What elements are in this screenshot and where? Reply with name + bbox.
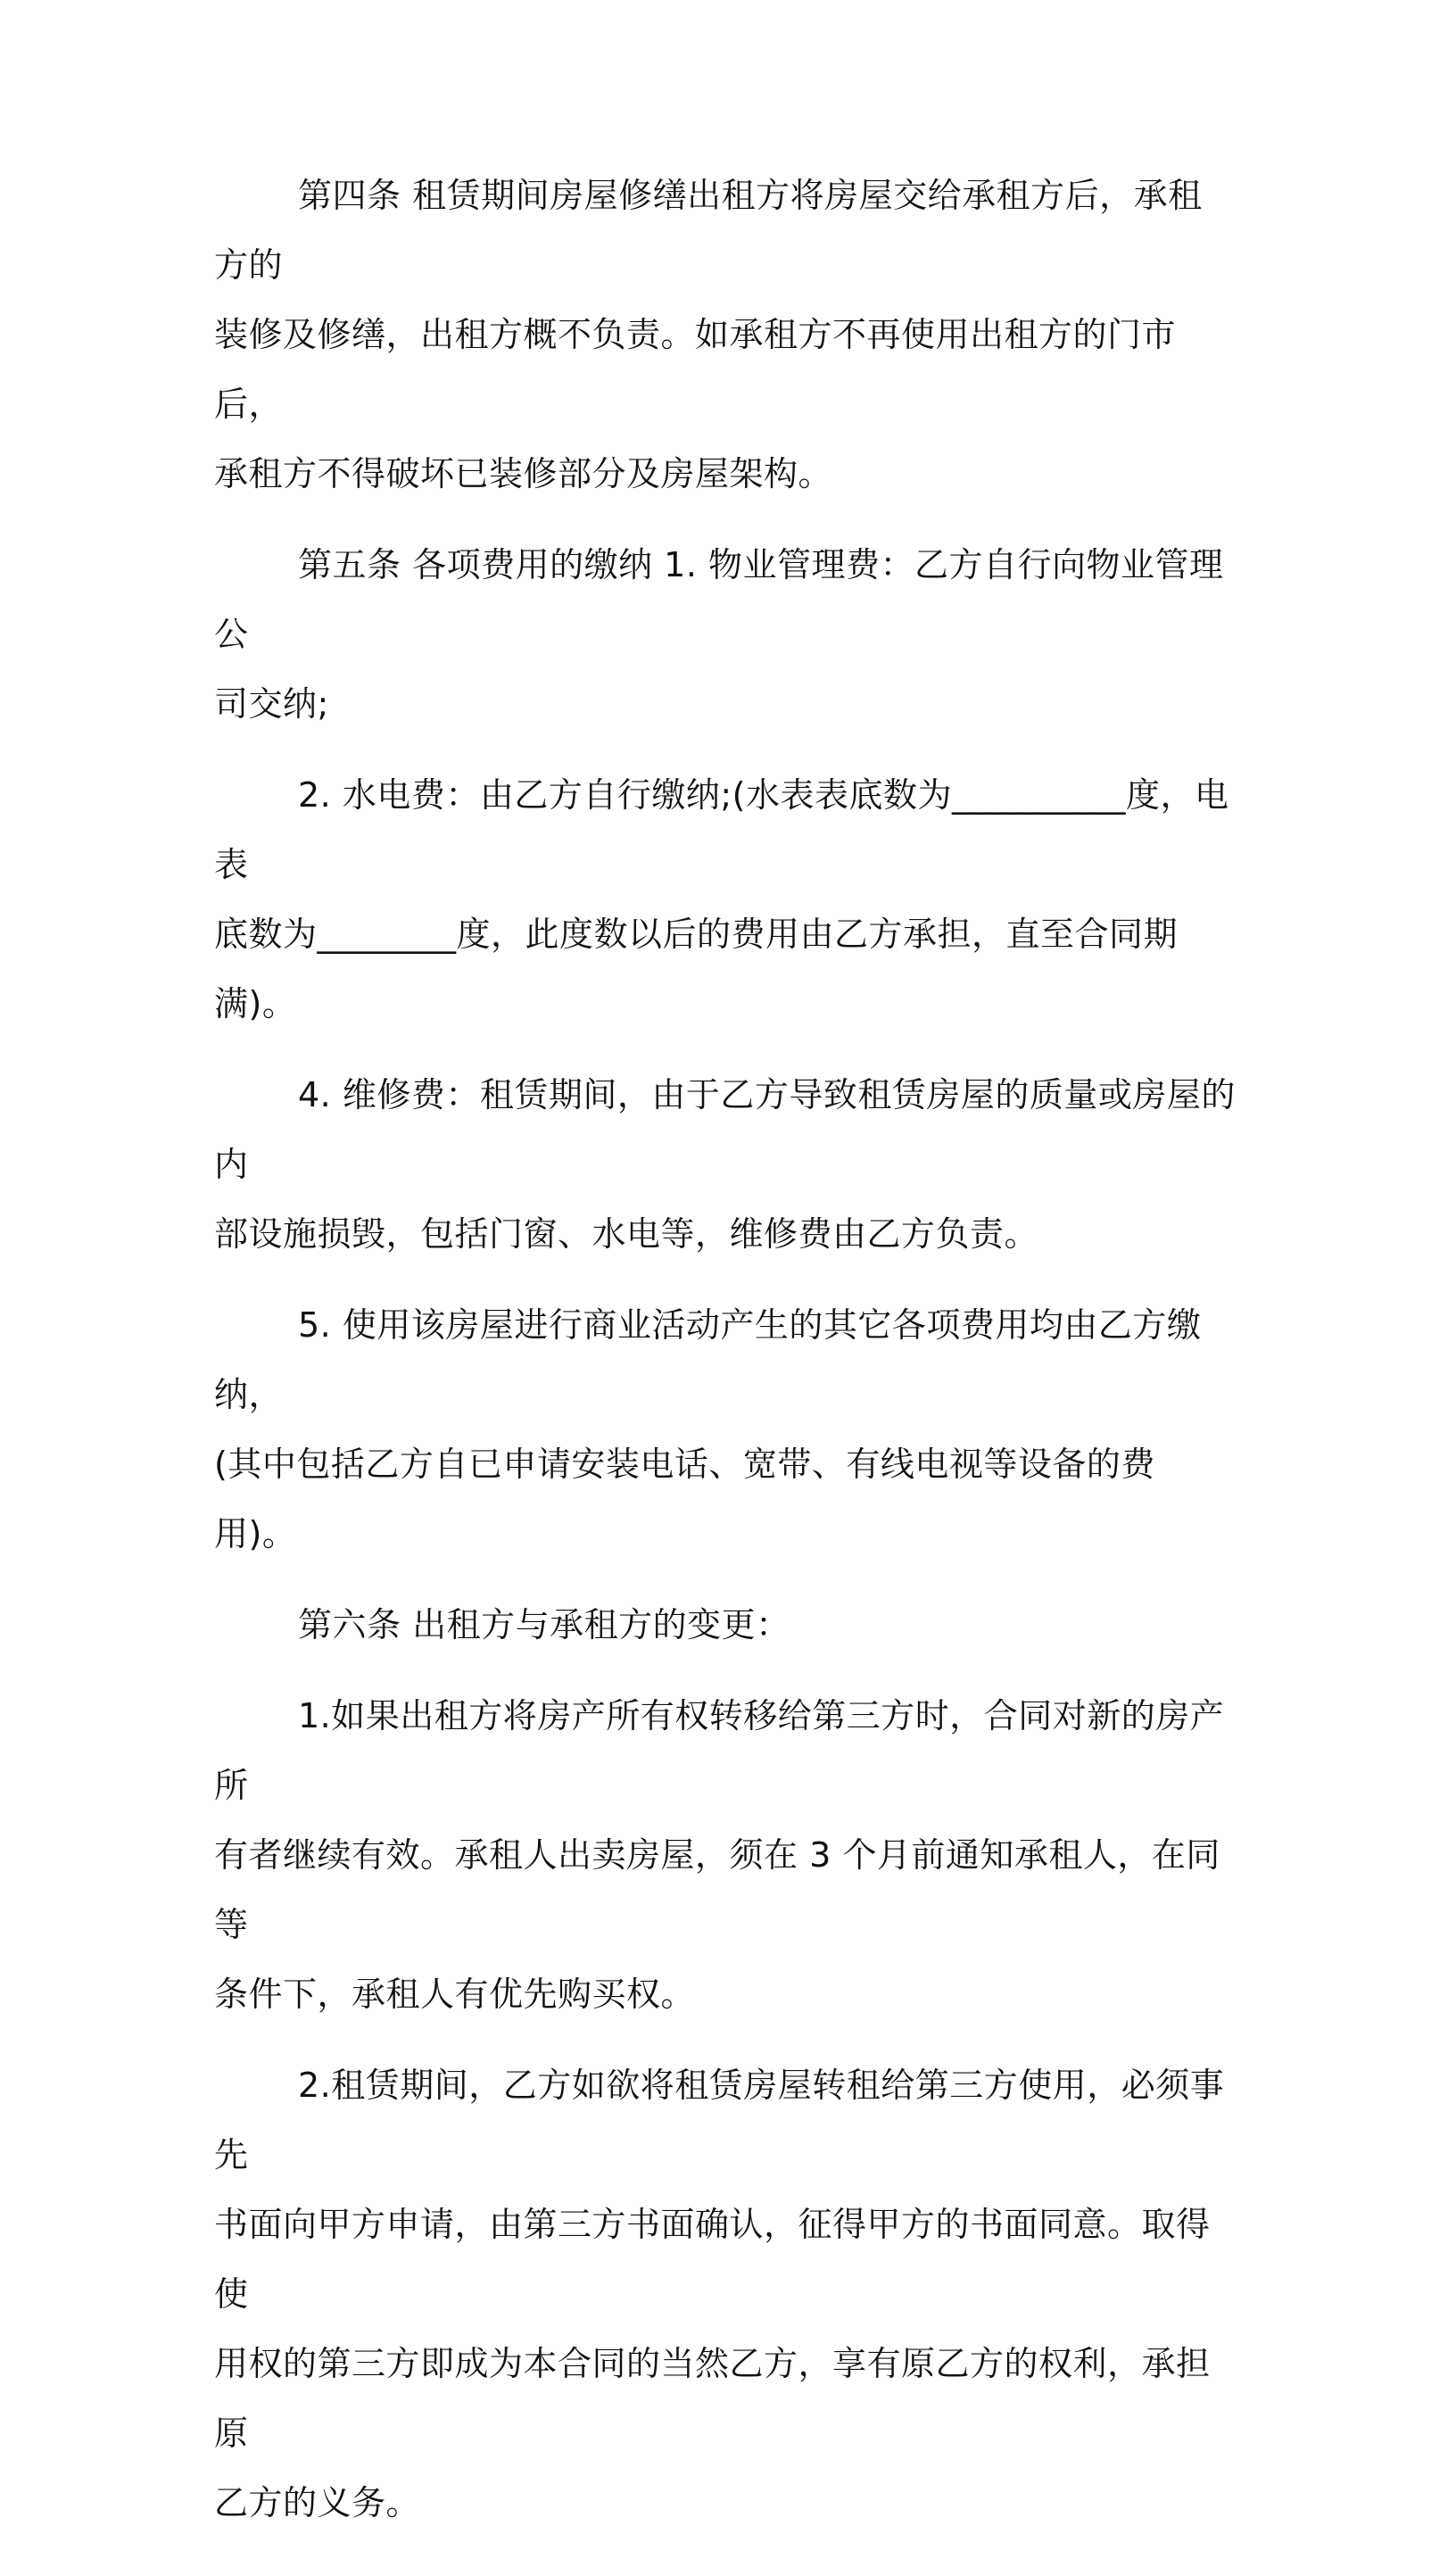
text-line: 书面向甲方申请，由第三方书面确认，征得甲方的书面同意。取得使	[214, 2205, 1211, 2314]
text-line: (其中包括乙方自已申请安装电话、宽带、有线电视等设备的费用)。	[214, 1445, 1155, 1553]
text-line: 部设施损毁，包括门窗、水电等，维修费由乙方负责。	[214, 1214, 1039, 1254]
ownership-transfer-paragraph	[214, 1681, 1236, 2029]
document-body	[214, 161, 1236, 2559]
text-line: 4. 维修费：租赁期间，由于乙方导致租赁房屋的质量或房屋的内	[214, 1075, 1236, 1184]
article-6-paragraph	[214, 1590, 1236, 1660]
text-line: 2.租赁期间，乙方如欲将租赁房屋转租给第三方使用，必须事先	[214, 2066, 1225, 2174]
water-electricity-paragraph	[214, 760, 1236, 1039]
text-line: 用权的第三方即成为本合同的当然乙方，享有原乙方的权利，承担原	[214, 2344, 1211, 2453]
text-line: 条件下，承租人有优先购买权。	[214, 1975, 696, 2014]
text-line: 第六条 出租方与承租方的变更：	[298, 1605, 790, 1644]
text-line: 5. 使用该房屋进行商业活动产生的其它各项费用均由乙方缴纳，	[214, 1305, 1202, 1414]
text-line: 2. 水电费：由乙方自行缴纳;(水表表底数为__________度，电表	[214, 775, 1229, 884]
text-line: 司交纳;	[214, 684, 329, 724]
sublease-paragraph	[214, 2050, 1236, 2538]
commercial-fees-paragraph	[214, 1290, 1236, 1569]
text-line: 第四条 租赁期间房屋修缮出租方将房屋交给承租方后，承租方的	[214, 176, 1203, 285]
text-line: 第五条 各项费用的缴纳 1. 物业管理费：乙方自行向物业管理公	[214, 545, 1224, 654]
text-line: 装修及修缮，出租方概不负责。如承租方不再使用出租方的门市后，	[214, 315, 1177, 424]
maintenance-fee-paragraph	[214, 1060, 1236, 1269]
text-line: 有者继续有效。承租人出卖房屋，须在 3 个月前通知承租人，在同等	[214, 1835, 1220, 1944]
text-line: 1.如果出租方将房产所有权转移给第三方时，合同对新的房产所	[214, 1696, 1225, 1805]
article-5-paragraph	[214, 530, 1236, 739]
text-line: 乙方的义务。	[214, 2483, 421, 2522]
article-4-paragraph	[214, 161, 1236, 509]
text-line: 承租方不得破坏已装修部分及房屋架构。	[214, 454, 833, 493]
text-line: 底数为________度，此度数以后的费用由乙方承担，直至合同期满)。	[214, 915, 1179, 1023]
